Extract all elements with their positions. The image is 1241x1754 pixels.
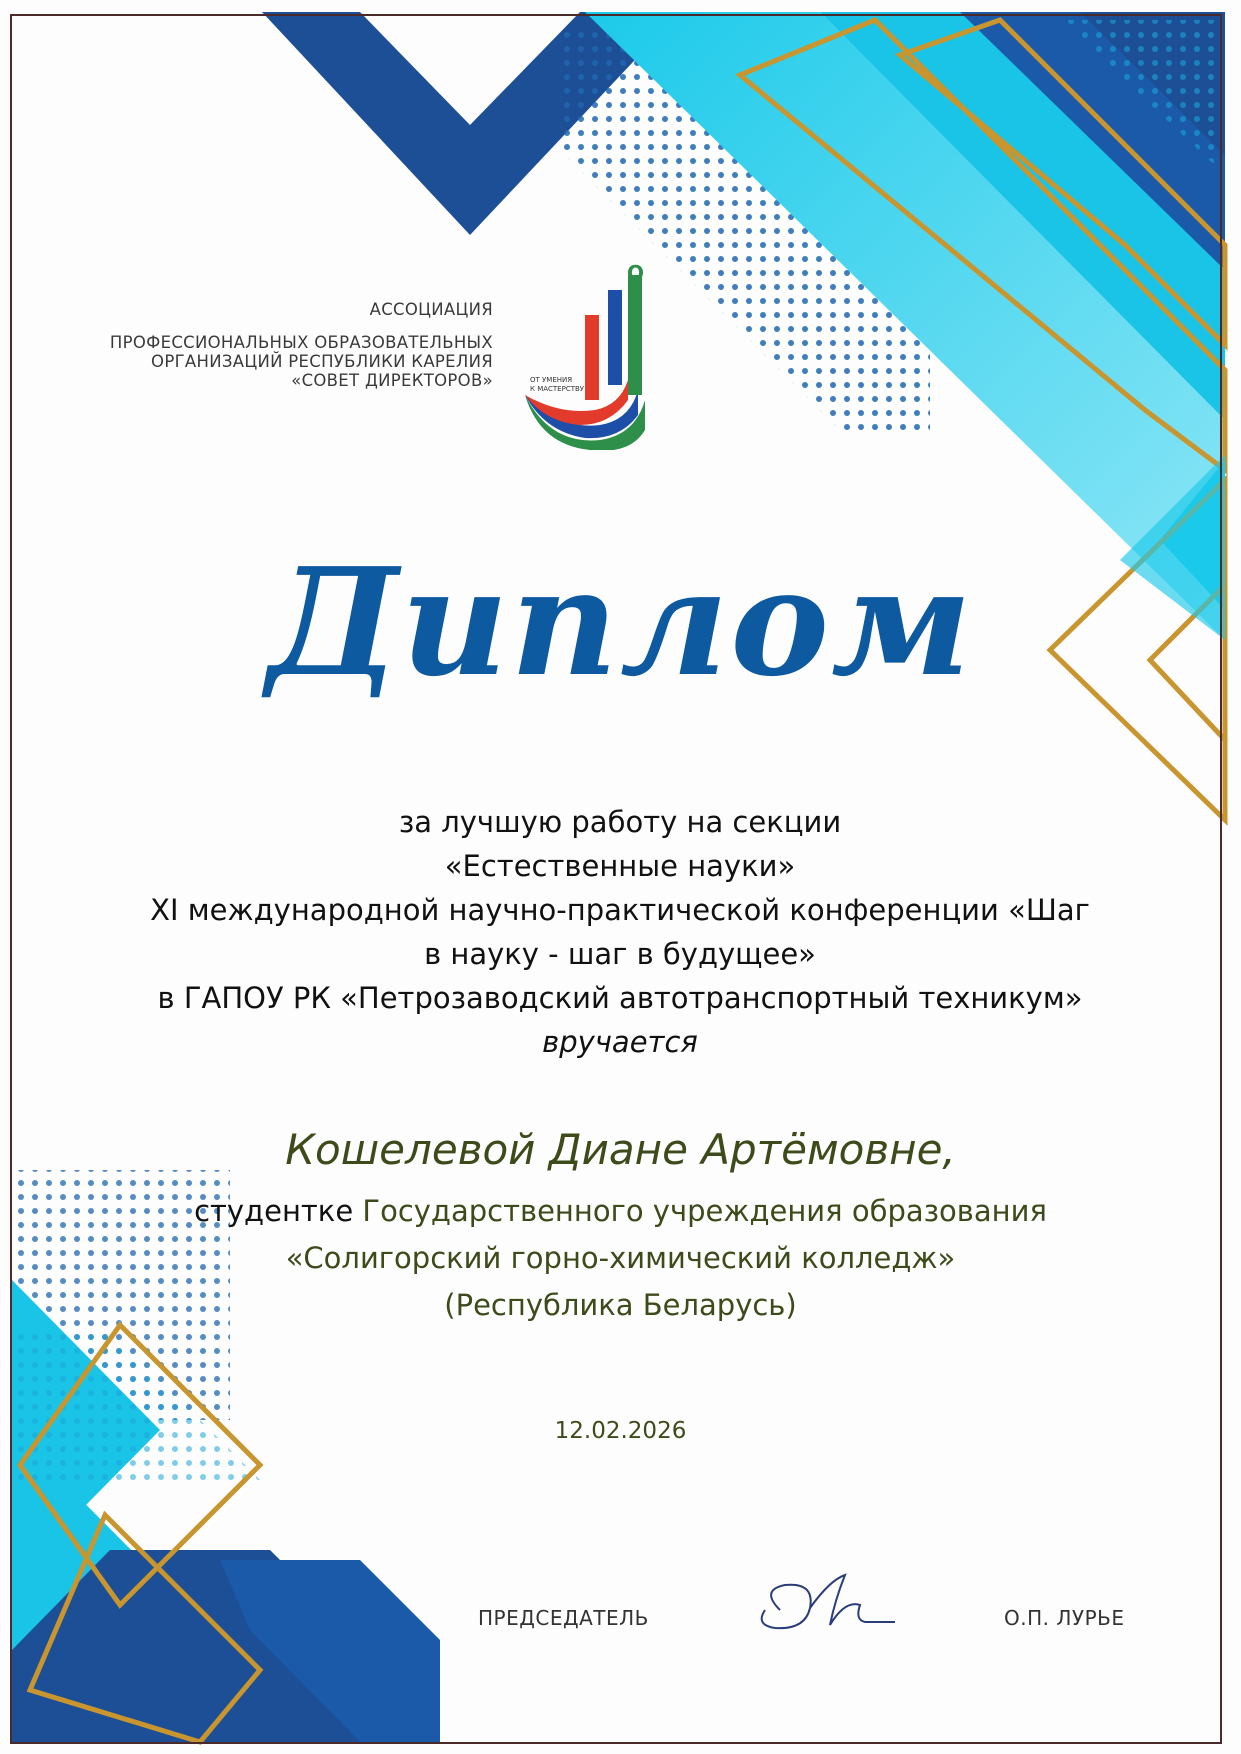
logo-letter-o: О [627, 261, 645, 285]
handwritten-signature [750, 1570, 900, 1640]
org-line-1: Государственного учреждения образования [362, 1194, 1047, 1228]
association-header [110, 300, 493, 390]
award-line-4: в науку - шаг в будущее» [424, 937, 816, 971]
recipient-role: студентке [194, 1194, 354, 1228]
diploma-title: Диплом [267, 535, 974, 709]
logo-letter-p: П [607, 299, 624, 323]
award-description [120, 800, 1120, 1064]
recipient-name: Кошелевой Диане Артёмовне, [285, 1125, 956, 1174]
recipient-organization [150, 1188, 1091, 1329]
award-line-1: за лучшую работу на секции [398, 805, 842, 839]
logo-tagline-1: ОТ УМЕНИЯ [530, 376, 573, 384]
association-name-line-2: ОРГАНИЗАЦИЙ РЕСПУБЛИКИ КАРЕЛИЯ [151, 352, 493, 371]
logo-tagline-2: К МАСТЕРСТВУ [530, 385, 585, 393]
issue-date: 12.02.2026 [554, 1418, 687, 1444]
signer-name: О.П. ЛУРЬЕ [1004, 1606, 1125, 1630]
award-line-6: вручается [542, 1025, 698, 1059]
org-line-2: «Солигорский горно-химический колледж» [285, 1241, 956, 1275]
logo-letter-s: С [584, 331, 599, 355]
award-line-3: XI международной научно-практической конференции «Шаг [150, 893, 1090, 927]
award-line-2: «Естественные науки» [444, 849, 796, 883]
org-country: (Республика Беларусь) [444, 1288, 797, 1322]
association-name-line-1: ПРОФЕССИОНАЛЬНЫХ ОБРАЗОВАТЕЛЬНЫХ [109, 333, 493, 352]
association-label: АССОЦИАЦИЯ [369, 300, 493, 319]
association-name-line-3: «СОВЕТ ДИРЕКТОРОВ» [291, 371, 493, 390]
spo-logo [520, 260, 670, 450]
signer-role: ПРЕДСЕДАТЕЛЬ [478, 1606, 649, 1630]
award-line-5: в ГАПОУ РК «Петрозаводский автотранспортный техникум» [157, 981, 1083, 1015]
